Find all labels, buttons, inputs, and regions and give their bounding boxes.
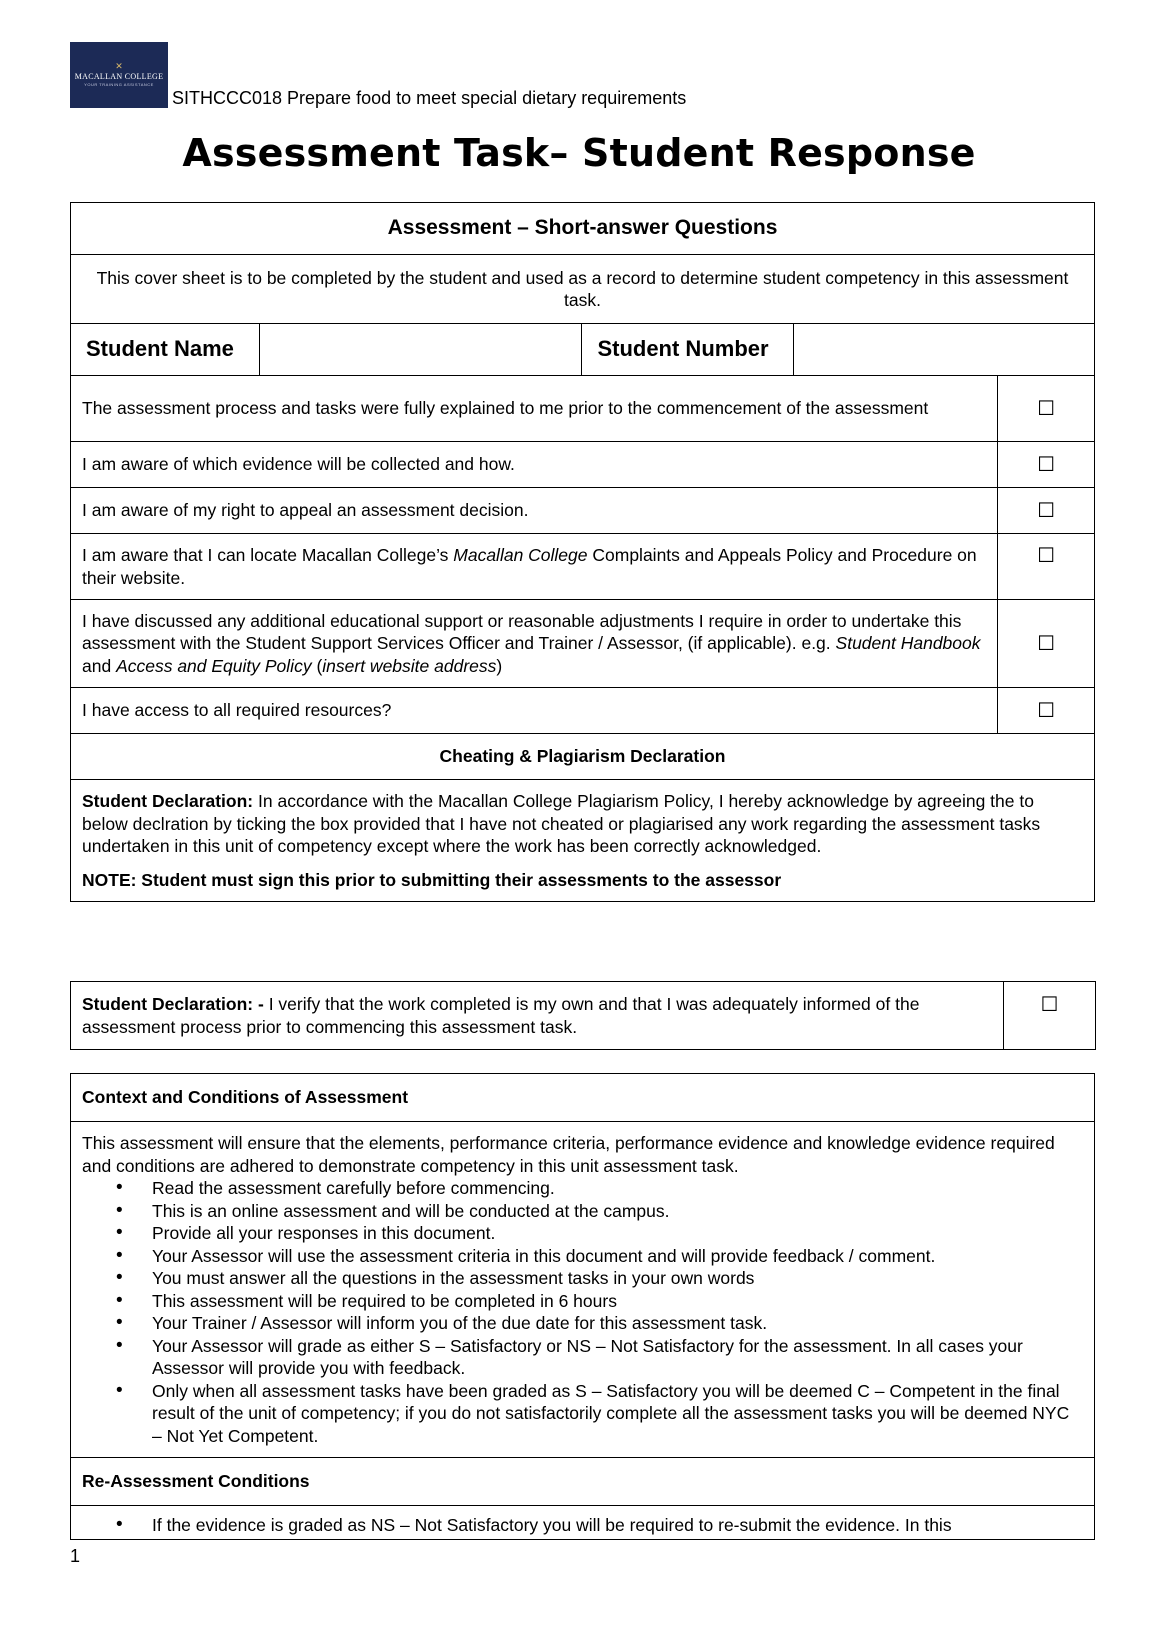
list-item: • This is an online assessment and will be conducted at the campus. xyxy=(82,1200,1083,1223)
context-intro: This assessment will ensure that the elements, performance criteria, performance evidence and knowledge evidence required and conditions are adhered to demonstrate competency in this unit assessment task. xyxy=(82,1133,1055,1176)
verify-statement xyxy=(71,982,1004,1050)
list-item: • You must answer all the questions in the assessment tasks in your own words xyxy=(82,1267,1083,1290)
cover-sheet-table xyxy=(70,202,1095,902)
plagiarism-title: Cheating & Plagiarism Declaration xyxy=(71,734,1095,780)
checkbox-required-resources[interactable]: ☐ xyxy=(998,688,1095,734)
plagiarism-declaration xyxy=(71,780,1095,902)
statement-text: ) xyxy=(496,655,503,676)
crest-icon: ✕ xyxy=(115,62,123,72)
note-text: NOTE: Student must sign this prior to submitting their assessments to the assessor xyxy=(82,869,782,890)
verify-label: Student Declaration: - xyxy=(82,994,264,1014)
checkbox-right-to-appeal[interactable]: ☐ xyxy=(998,488,1095,534)
reassessment-body xyxy=(71,1506,1095,1540)
reassessment-bullets xyxy=(82,1514,1083,1537)
logo-text: MACALLAN COLLEGE xyxy=(74,72,164,81)
reassessment-clip xyxy=(82,1514,1083,1537)
declaration-text: In accordance with the Macallan College Plagiarism Policy, I hereby acknowledge by agreeing the to below declration by ticking the box provided that I have not cheated or plagiarised any work regarding the assessment tasks undertaken in this unit of competency except where the work has been correctly acknowledged. xyxy=(82,791,1041,856)
statement-text: I am aware that I can locate Macallan College’s xyxy=(82,545,454,565)
declaration-paragraph xyxy=(82,790,1083,858)
checkbox-complaints-policy[interactable]: ☐ xyxy=(998,534,1095,600)
student-name-field[interactable] xyxy=(260,324,582,376)
checkbox-process-explained[interactable]: ☐ xyxy=(998,376,1095,442)
section-title: Assessment – Short-answer Questions xyxy=(71,203,1095,255)
statement-text: and xyxy=(82,655,117,676)
unit-title: SITHCCC018 Prepare food to meet special dietary requirements xyxy=(172,88,687,108)
declaration-note xyxy=(82,869,1083,892)
list-item: • If the evidence is graded as NS – Not Satisfactory you will be required to re-submit the evidence. In this xyxy=(82,1514,1083,1537)
verification-table xyxy=(70,981,1096,1050)
statement-italic-text: insert website address xyxy=(322,655,497,676)
student-number-label: Student Number xyxy=(582,324,793,376)
list-item: • Provide all your responses in this document. xyxy=(82,1222,1083,1245)
statement-italic-text: Access and Equity Policy xyxy=(116,655,312,676)
statement-italic-text: Student Handbook xyxy=(835,633,981,654)
statement-required-resources: I have access to all required resources? xyxy=(71,688,998,734)
reassessment-title: Re-Assessment Conditions xyxy=(71,1458,1095,1506)
statement-process-explained: The assessment process and tasks were fully explained to me prior to the commencement of the assessment xyxy=(71,376,998,442)
statement-additional-support xyxy=(71,600,998,688)
statement-complaints-policy xyxy=(71,534,998,600)
context-table xyxy=(70,1073,1095,1540)
statement-right-to-appeal: I am aware of my right to appeal an assessment decision. xyxy=(71,488,998,534)
student-number-field[interactable] xyxy=(793,324,1094,376)
statement-text: Complaints and Appeals Policy and Procedure on their website. xyxy=(82,545,977,588)
page-number: 1 xyxy=(70,1546,81,1566)
context-title: Context and Conditions of Assessment xyxy=(71,1074,1095,1122)
checkbox-evidence-aware[interactable]: ☐ xyxy=(998,442,1095,488)
statement-text: I have discussed any additional educational support or reasonable adjustments I require in order to undertake this assessment with the Student Support Services Officer and Trainer / Assessor, (if applicable). e.g. xyxy=(82,610,962,654)
statement-text: ( xyxy=(311,655,323,676)
list-item: • Your Trainer / Assessor will inform you of the due date for this assessment task. xyxy=(82,1312,1083,1335)
statement-evidence-aware: I am aware of which evidence will be collected and how. xyxy=(71,442,998,488)
verify-text: I verify that the work completed is my own and that I was adequately informed of the assessment process prior to commencing this assessment task. xyxy=(82,994,920,1037)
college-logo xyxy=(70,42,168,108)
list-item: • This assessment will be required to be completed in 6 hours xyxy=(82,1290,1083,1313)
list-item: • Only when all assessment tasks have been graded as S – Satisfactory you will be deemed C – Competent in the final result of the unit of competency; if you do not satisfactorily complete all the assessment tasks you will be deemed NYC – Not Yet Competent. xyxy=(82,1380,1083,1448)
list-item: • Your Assessor will use the assessment criteria in this document and will provide feedback / comment. xyxy=(82,1245,1083,1268)
statement-italic-text: Macallan College xyxy=(453,545,588,565)
checkbox-verify[interactable]: ☐ xyxy=(1004,982,1096,1050)
checkbox-additional-support[interactable]: ☐ xyxy=(998,600,1095,688)
list-item: • Your Assessor will grade as either S – Satisfactory or NS – Not Satisfactory for the assessment. In all cases your Assessor will provide you with feedback. xyxy=(82,1335,1083,1380)
page-title: Assessment Task– Student Response xyxy=(182,131,976,175)
declaration-label: Student Declaration: xyxy=(82,791,254,811)
context-bullets xyxy=(82,1177,1083,1447)
list-item: • Read the assessment carefully before commencing. xyxy=(82,1177,1083,1200)
logo-tagline: YOUR TRAINING ASSISTANCE xyxy=(84,82,154,87)
context-body xyxy=(71,1122,1095,1458)
student-name-label: Student Name xyxy=(71,324,260,376)
cover-description: This cover sheet is to be completed by the student and used as a record to determine student competency in this assessment task. xyxy=(71,255,1095,324)
